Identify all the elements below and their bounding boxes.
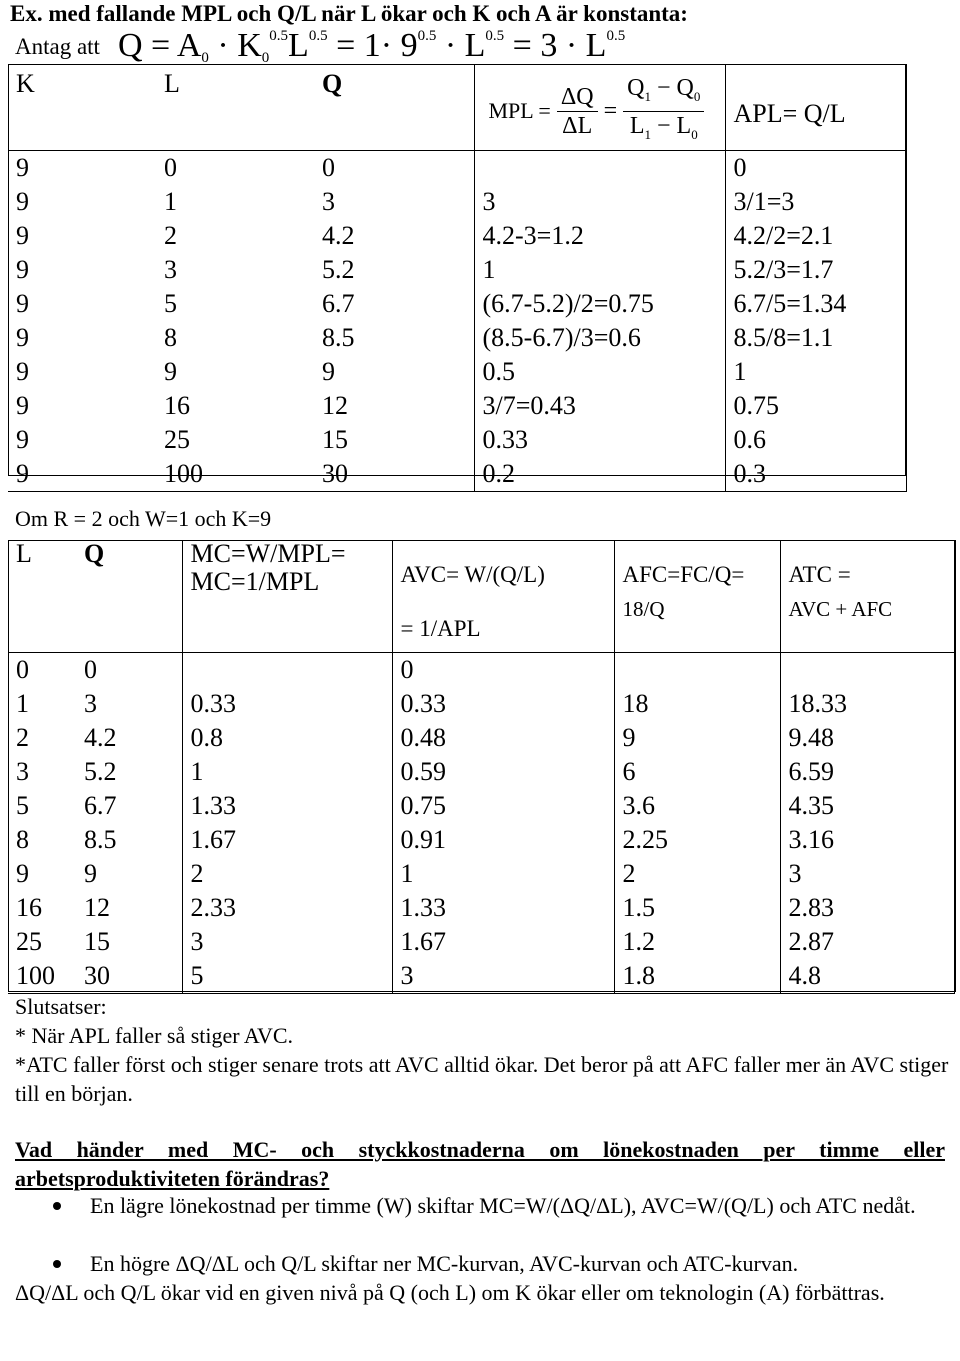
table-row: 5 6.7 1.33 0.75 3.6 4.35 [8,789,954,823]
assumption-label: Antag att [15,34,100,59]
header-q: Q [76,540,182,653]
table-row: 100 30 5 3 1.8 4.8 [8,959,954,994]
table-row: 9 1 3 3 3/1=3 [8,185,906,219]
table-row: 0 0 0 [8,653,954,688]
production-function-formula: $Q = A_0 \cdot K_0^{0.5}L^{0.5} = 1\cdot 9^{0.5} \cdot L^{0.5} = 3 \cdot L^{0.5}$ [118,27,626,66]
table-row: 9 2 4.2 4.2-3=1.2 4.2/2=2.1 [8,219,906,253]
header-q: Q [314,64,474,151]
header-avc: AVC= W/(Q/L) = 1/APL [392,540,614,653]
bullet-dot-icon [53,1260,61,1268]
table-row: 9 9 9 0.5 1 [8,355,906,389]
header-k: K [8,64,156,151]
table-row: 3 5.2 1 0.59 6 6.59 [8,755,954,789]
header-atc: ATC = AVC + AFC [780,540,954,653]
header-mc: MC=W/MPL= MC=1/MPL [182,540,392,653]
table-row: 9 9 2 1 2 3 [8,857,954,891]
table-row: 25 15 3 1.67 1.2 2.87 [8,925,954,959]
cost-table-header [8,540,954,653]
table-row: 8 8.5 1.67 0.91 2.25 3.16 [8,823,954,857]
conclusion-2: *ATC faller först och stiger senare trots att AVC alltid ökar. Det beror på att AFC faller mer än AVC stiger till en början. [15,1052,949,1106]
table-row: 2 4.2 0.8 0.48 9 9.48 [8,721,954,755]
conclusions-title: Slutsatser: [15,994,107,1019]
bullet-continuation: ΔQ/ΔL och Q/L ökar vid en given nivå på Q (och L) om K ökar eller om teknologin (A) förbättras. [15,1280,885,1305]
conclusions [15,992,950,1108]
header-apl: APL= Q/L [725,64,906,151]
header-l: L [8,540,76,653]
bullet-list [15,1191,945,1307]
bullet-item: En lägre lönekostnad per timme (W) skiftar MC=W/(ΔQ/ΔL), AVC=W/(Q/L) och ATC nedåt. [15,1191,945,1220]
table-row: 9 100 30 0.2 0.3 [8,457,906,492]
table-row: 1 3 0.33 0.33 18 18.33 [8,687,954,721]
production-table-header [8,64,906,151]
mpl-formula: MPL = $\frac{\Delta Q}{\Delta L}$ = $\frac{Q_1 - Q_0}{L_1 - L_0}$ [489,74,711,149]
table-row: 9 3 5.2 1 5.2/3=1.7 [8,253,906,287]
table-row: 9 5 6.7 (6.7-5.2)/2=0.75 6.7/5=1.34 [8,287,906,321]
table-row: 9 0 0 0 [8,151,906,186]
header-mpl [474,64,725,151]
bullet-item: En högre ΔQ/ΔL och Q/L skiftar ner MC-kurvan, AVC-kurvan och ATC-kurvan. [15,1249,945,1278]
table-row: 16 12 2.33 1.33 1.5 2.83 [8,891,954,925]
header-afc: AFC=FC/Q= 18/Q [614,540,780,653]
table-row: 9 16 12 3/7=0.43 0.75 [8,389,906,423]
table-row: 9 8 8.5 (8.5-6.7)/3=0.6 8.5/8=1.1 [8,321,906,355]
bullet-dot-icon [53,1202,61,1210]
page-heading: Ex. med fallande MPL och Q/L när L ökar och K och A är konstanta: [10,1,688,26]
header-l: L [156,64,314,151]
cost-table [8,540,955,994]
cost-assumptions: Om R = 2 och W=1 och K=9 [15,506,272,531]
table-row: 9 25 15 0.33 0.6 [8,423,906,457]
question-heading: Vad händer med MC- och styckkostnaderna om lönekostnaden per timme eller arbetsproduktiviteten förändras? [15,1137,945,1191]
production-table [8,64,907,492]
conclusion-1: * När APL faller så stiger AVC. [15,1023,294,1048]
